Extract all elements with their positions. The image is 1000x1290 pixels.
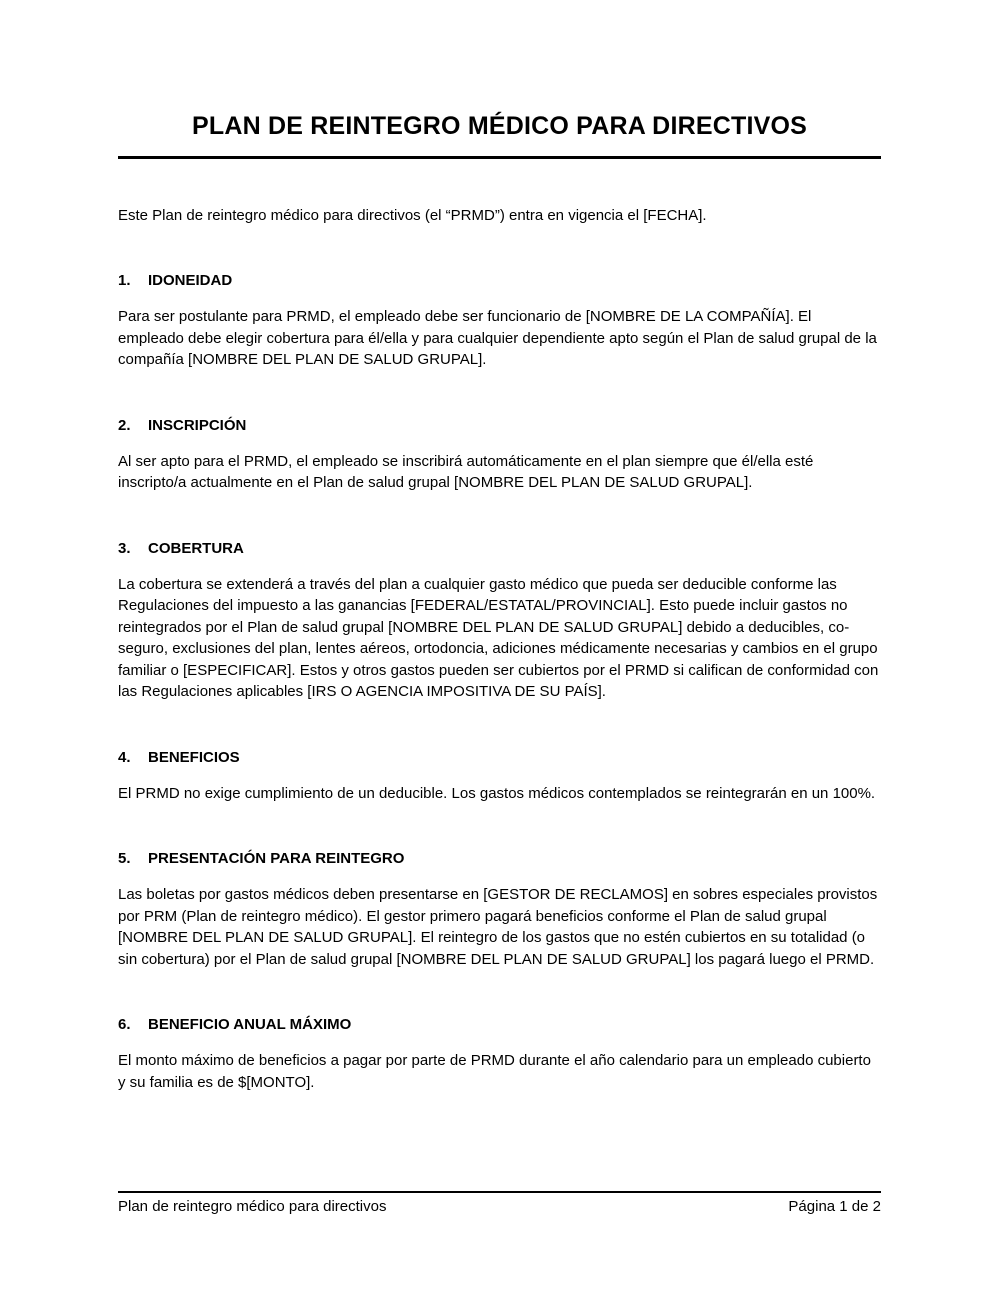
section-heading-text: IDONEIDAD bbox=[148, 272, 233, 290]
section-number: 3. bbox=[118, 539, 131, 557]
section-number: 1. bbox=[118, 272, 131, 290]
document-content bbox=[118, 0, 881, 1108]
section-heading-text: BENEFICIOS bbox=[148, 748, 240, 766]
section-number: 4. bbox=[118, 748, 131, 766]
document-section bbox=[118, 747, 881, 805]
section-heading bbox=[118, 848, 881, 869]
page-footer bbox=[118, 1191, 881, 1217]
section-body-text: El monto máximo de beneficios a pagar por parte de PRMD durante el año calendario para un empleado cubierto y su familia es de $[MONTO]. bbox=[118, 1052, 871, 1091]
section-heading bbox=[118, 538, 881, 559]
document-section bbox=[118, 538, 881, 703]
section-body-text: Al ser apto para el PRMD, el empleado se inscribirá automáticamente en el plan siempre que él/ella esté inscripto/a actualmente en el Plan de salud grupal [NOMBRE DEL PLAN DE SALUD GRUPAL]. bbox=[118, 452, 814, 492]
document-section bbox=[118, 1014, 881, 1093]
section-heading-text: COBERTURA bbox=[148, 539, 244, 557]
title-divider bbox=[118, 156, 881, 159]
section-body-text: La cobertura se extenderá a través del plan a cualquier gasto médico que pueda ser deducible conforme las Regulaciones del impuesto a las ganancias [FEDERAL/ESTATAL/PROVINCIAL]. Esto puede incluir gastos no reintegrados por el Plan de salud grupal [NOMBRE DEL PLAN DE SALUD GRUPAL] debido a deducibles, co-seguro, exclusiones del plan, lentes aéreos, ortodoncia, adiciones médicamente necesarias y cambios en el grupo familiar o [ESPECIFICAR]. Estos y otros gastos pueden ser cubiertos por el PRMD si califican de conformidad con las Regulaciones aplicables [IRS O AGENCIA IMPOSITIVA DE SU PAÍS]. bbox=[118, 575, 879, 701]
section-heading bbox=[118, 1014, 881, 1035]
footer-document-title: Plan de reintegro médico para directivos bbox=[118, 1198, 387, 1215]
sections bbox=[118, 270, 881, 1093]
section-heading bbox=[118, 270, 881, 291]
intro-paragraph: Este Plan de reintegro médico para directivos (el “PRMD”) entra en vigencia el [FECHA]. bbox=[118, 206, 707, 224]
document-section bbox=[118, 415, 881, 494]
page-title: PLAN DE REINTEGRO MÉDICO PARA DIRECTIVOS bbox=[192, 112, 807, 140]
document-section bbox=[118, 270, 881, 371]
footer-page-number: Página 1 de 2 bbox=[788, 1198, 881, 1215]
section-body-text: El PRMD no exige cumplimiento de un deducible. Los gastos médicos contemplados se reintegrarán en un 100%. bbox=[118, 784, 876, 802]
section-heading bbox=[118, 747, 881, 768]
section-body-text: Las boletas por gastos médicos deben presentarse en [GESTOR DE RECLAMOS] en sobres especiales provistos por PRM (Plan de reintegro médico). El gestor primero pagará beneficios conforme el Plan de salud grupal [NOMBRE DEL PLAN DE SALUD GRUPAL]. El reintegro de los gastos que no estén cubiertos en su totalidad (o sin cobertura) por el Plan de salud grupal [NOMBRE DEL PLAN DE SALUD GRUPAL] los pagará luego el PRMD. bbox=[118, 886, 878, 968]
section-heading-text: BENEFICIO ANUAL MÁXIMO bbox=[148, 1016, 352, 1034]
section-number: 2. bbox=[118, 416, 131, 434]
section-heading bbox=[118, 415, 881, 436]
section-heading-text: INSCRIPCIÓN bbox=[148, 416, 247, 434]
section-heading-text: PRESENTACIÓN PARA REINTEGRO bbox=[148, 850, 405, 868]
document-section bbox=[118, 848, 881, 970]
section-number: 6. bbox=[118, 1016, 131, 1034]
section-body-text: Para ser postulante para PRMD, el empleado debe ser funcionario de [NOMBRE DE LA COMPAÑÍA]. El empleado debe elegir cobertura para él/ella y para cualquier dependiente apto según el Plan de salud grupal de la compañía [NOMBRE DEL PLAN DE SALUD GRUPAL]. bbox=[118, 308, 877, 369]
section-number: 5. bbox=[118, 850, 131, 868]
